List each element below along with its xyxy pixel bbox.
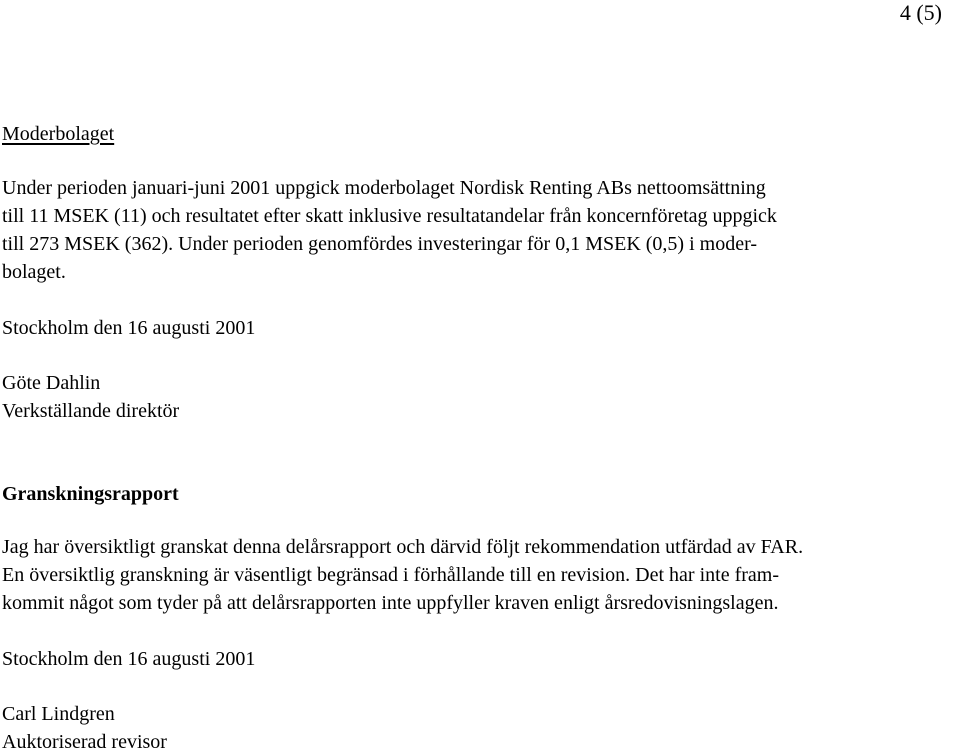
signatory-name: Carl Lindgren: [2, 703, 115, 725]
signatory-title: Auktoriserad revisor: [2, 731, 167, 753]
review-report-paragraph: [2, 533, 803, 617]
paragraph-line: till 273 MSEK (362). Under perioden genomfördes investeringar för 0,1 MSEK (0,5) i moder-: [2, 233, 757, 255]
paragraph-line: Jag har översiktligt granskat denna delårsrapport och därvid följt rekommendation utfärdad av FAR.: [2, 536, 804, 558]
place-date: Stockholm den 16 augusti 2001: [2, 648, 256, 670]
section-heading-moderbolaget: Moderbolaget: [2, 123, 115, 145]
place-date: Stockholm den 16 augusti 2001: [2, 317, 256, 339]
parent-company-paragraph: [2, 174, 777, 286]
signature-block: [2, 369, 179, 425]
paragraph-line: Under perioden januari-juni 2001 uppgick moderbolaget Nordisk Renting ABs nettoomsättning: [2, 177, 766, 199]
paragraph-line: kommit något som tyder på att delårsrapporten inte uppfyller kraven enligt årsredovisningslagen.: [2, 592, 779, 614]
paragraph-line: till 11 MSEK (11) och resultatet efter skatt inklusive resultatandelar från koncernföretag uppgick: [2, 205, 777, 227]
paragraph-line: En översiktlig granskning är väsentligt begränsad i förhållande till en revision. Det har inte fram-: [2, 564, 779, 586]
signatory-title: Verkställande direktör: [2, 400, 180, 422]
page-number: 4 (5): [899, 0, 942, 25]
signature-block: [2, 700, 167, 756]
signatory-name: Göte Dahlin: [2, 372, 101, 394]
section-heading-granskningsrapport: Granskningsrapport: [2, 483, 179, 505]
paragraph-line: bolaget.: [2, 261, 66, 283]
